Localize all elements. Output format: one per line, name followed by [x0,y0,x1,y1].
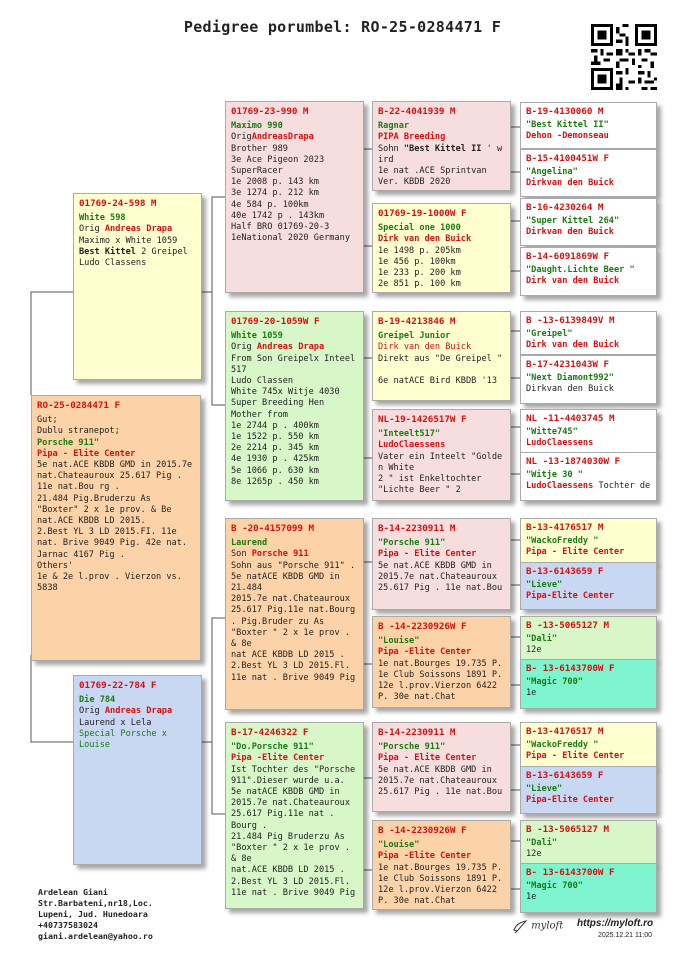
pigeon-name [526,536,651,547]
breeder-name: Dirk van den Buick [526,340,620,351]
info-highlight: Porsche 911" [251,742,314,753]
ring-number: 01769-24-598 M [79,198,157,209]
info-line: 5e 1066 p. 630 km [231,465,319,476]
owner-line [526,384,651,395]
info-line: White 1059 [231,331,283,342]
info-line: Super Breeding Hen [231,398,325,409]
info-highlight: Andreas Drapa [104,224,173,235]
ring-number: B -13-6139849V M [526,315,615,326]
info-line: Pipa - Elite Center [378,753,477,764]
info-highlight: AndreasDrapa [251,132,314,143]
info-line: 2.Best YL 3 LD 2015.FI. 11e nat. Brive 9049 Pig. 42e nat. Jarnac 4167 Pig . [37,527,193,560]
pigeon-name [526,838,651,849]
print-date: 2025.12.21 11:00 [598,932,652,939]
name-text: "Witte745" [526,427,578,438]
info-line: Maximo 990 [231,121,283,132]
name-text: "Magic 700" [526,677,583,688]
ring-number: B-13-6143659 F [526,770,604,781]
info-line: 1e 233 p. 200 km [378,268,461,279]
ancestor-card-5[interactable] [520,311,657,355]
owner-line [526,438,651,449]
info-line: 6e natACE Bird KBDB '13 [378,376,497,387]
ancestor-card-16[interactable] [520,863,657,913]
owner-line [526,688,651,699]
info-line: Ist Tochter des "Porsche 911".Dieser wurde u.a. 5e natACE KBDB GMD in 2015.7e nat.Chateauroux 25.617 Pig.11e nat . Bourg . [231,764,361,831]
info-line: White 745x Witje 4030 [231,387,340,398]
ring-number: B-13-4176517 M [526,522,604,533]
name-text: "Lieve" [526,580,563,591]
info-line: 2e 2214 p. 345 km [231,443,319,454]
info-line: 1e & 2e l.prov . Vierzon vs. 5838 [37,572,188,594]
page-title: Pedigree porumbel: RO-25-0284471 F [183,18,502,36]
name-text: "Super Kittel 264" [526,216,620,227]
great-grandparent-card-2[interactable] [372,203,511,293]
info-text: Son [231,549,252,560]
owner-phone: +40737583024 [38,920,98,930]
ancestor-card-12[interactable] [520,659,657,709]
info-line [231,132,358,143]
ring-number: B -14-2230926W F [378,825,467,836]
ring-number: B-22-4041939 M [378,106,456,117]
info-line: P. 30e nat.Chat [378,896,456,907]
info-line: "Louise" [378,636,420,647]
dam-card[interactable] [73,675,202,865]
info-line: P. 30e nat.Chat [378,692,456,703]
breeder-name: Dirkvan den Buick [526,384,614,395]
ring-number: B -13-5065127 M [526,824,609,835]
info-line: 1e 2744 p . 400km [231,420,319,431]
grandparent-card-1[interactable] [225,101,364,293]
pigeon-name [526,740,651,751]
ancestor-card-14[interactable] [520,766,657,814]
info-line: 1e 2008 p. 143 km [231,177,319,188]
myloft-logo [512,918,563,934]
name-text: "Dali" [526,634,558,645]
info-highlight: 2 Greipel [135,246,188,257]
info-line: Laurend x Lela [79,717,152,728]
grandparent-card-2[interactable] [225,311,364,501]
info-line: "Inteelt517" [378,429,441,440]
ring-number: 01769-23-990 M [231,106,309,117]
info-line: Gut; [37,415,58,426]
info-line [79,706,196,717]
info-line: Vater ein Inteelt "Golde n White [378,451,508,473]
ring-number: 01769-20-1059W F [231,316,320,327]
owner-line [526,547,651,558]
breeder-name: Pipa - Elite Center [526,751,625,762]
name-text: "Daught. [526,265,568,276]
pigeon-name [526,580,651,591]
pigeon-name [526,470,651,481]
info-line [79,247,196,258]
owner-line [526,795,651,806]
owner-city: Lupeni, Jud. Hunedoara [38,909,148,919]
name-text: "Lieve" [526,784,563,795]
ring-number: B-16-4230264 M [526,202,604,213]
ring-number: B-19-4213846 M [378,316,456,327]
info-line: 2e 851 p. 100 km [378,279,461,290]
owner-name: Ardelean Giani [38,887,108,897]
owner-line [526,849,651,860]
info-line: Ludo Classens [79,258,147,269]
ancestor-card-15[interactable] [520,820,657,864]
great-grandparent-card-7[interactable] [372,722,511,812]
info-line: Pipa - Elite Center [378,549,477,560]
grandparent-card-3[interactable] [225,518,364,710]
info-line: 5e nat.ACE KBDB GMD in 2015.7e nat.Chateauroux 25.617 Pig . 11e nat.Bou [378,560,503,594]
info-line: Ludo Classen [231,376,294,387]
info-line: Porsche 911" [37,437,100,448]
great-grandparent-card-3[interactable] [372,311,511,401]
info-line: "Porsche 911" [378,742,446,753]
info-line: Die 784 [79,695,116,706]
info-line: nat.ACE KBDB LD 2015. [37,516,146,527]
info-line: LudoClaessens [378,440,446,451]
owner-line [526,481,651,492]
info-line: 21.484 Pig.Bruderzu As "Boxter" 2 x 1e prov. & Be [37,493,172,515]
pigeon-name [526,881,651,892]
info-line: 1e nat.Bourges 19.735 P. 1e Club Soissons 1891 P. 12e l.prov.Vierzon 6422 [378,862,508,896]
ancestor-card-4[interactable] [520,247,657,296]
pigeon-name [526,265,651,276]
logo-text: myloft [531,920,564,932]
name-text: "Angelina" [526,167,578,178]
info-highlight: Andreas Drapa [104,706,173,717]
qr-code-icon [591,24,657,90]
pigeon-name [526,677,651,688]
info-line: 2 " ist Enkeltochter [378,474,482,485]
info-highlight: "Best Kittel II [403,143,482,154]
info-line: 1eNational 2020 Germany [231,233,350,244]
ancestor-card-13[interactable] [520,722,657,767]
info-line: 3e Ace Pigeon 2023 [231,154,325,165]
owner-line [526,227,651,238]
info-text: Orig [79,224,105,235]
breeder-name: Pipa - Elite Center [526,547,625,558]
info-text: "Do. [231,742,252,753]
info-line: Others' [37,560,74,571]
info-line: Half BRO 01769-20-3 [231,222,330,233]
info-line [378,365,505,376]
ring-number: B-17-4246322 F [231,727,309,738]
name-highlight: Lichte Beer " [567,265,635,276]
info-line: PIPA Breeding [378,132,446,143]
extra-text: Tochter de [593,481,651,492]
ring-number: B-14-6091869W F [526,251,609,262]
great-grandparent-card-1[interactable] [372,101,511,191]
name-text: "Next Diamont992" [526,373,614,384]
ancestor-card-7[interactable] [520,409,657,453]
info-line: 5e natACE KBDB GMD in 21.484 [231,571,345,594]
info-line: Laurend [231,538,268,549]
owner-line [526,645,651,656]
pigeon-name [526,167,651,178]
info-line: Direkt aus "De Greipel " [378,353,503,364]
info-line: 1e 456 p. 100km [378,256,456,267]
info-line: 5e nat.ACE KBDB GMD in 2015.7e nat.Chateauroux 25.617 Pig . 11e nat.Bou rg . [37,460,198,493]
name-text: "Best Kittel II" [526,120,609,131]
info-line: Dublu stranepot; [37,426,120,437]
info-line: 8e 1265p . 450 km [231,476,319,487]
ancestor-card-1[interactable] [520,102,657,149]
info-highlight: Porsche 911 [251,549,309,560]
great-grandparent-card-6[interactable] [372,616,511,708]
ring-number: B- 13-6143700W F [526,867,615,878]
name-text: "WackoFreddy " [526,740,599,751]
breeder-name: Pipa-Elite Center [526,591,614,602]
owner-line [526,591,651,602]
info-line: Dirk van den Buick [378,342,472,353]
ring-number: B- 13-6143700W F [526,663,615,674]
info-text: Best Kittel [79,246,136,257]
great-grandparent-card-4[interactable] [372,409,511,501]
info-line: Dirk van den Buick [378,234,472,245]
info-line: nat.ACE KBDB LD 2015 . 2.Best YL 3 LD 2015.Fl. 11e nat . Brive 9049 Pig [231,865,356,898]
info-text: Orig [231,342,257,353]
grandparent-card-4[interactable] [225,722,364,909]
pigeon-name [526,216,651,227]
info-line: Pipa -Elite Center [231,753,325,764]
info-text: Sohn [378,143,404,154]
info-line: Mother from [231,409,288,420]
breeder-name: 1e [526,688,537,699]
info-line: Brother 989 [231,143,288,154]
info-line: 1e 1522 p. 550 km [231,432,319,443]
info-line [231,342,358,353]
info-line: Greipel Junior [378,331,451,342]
info-line: Maximo x White 1059 [79,235,178,246]
ring-number: B-14-2230911 M [378,727,456,738]
pigeon-name [526,427,651,438]
info-text: Orig [79,706,105,717]
info-line: 5e nat.ACE KBDB GMD in 2015.7e nat.Chateauroux 25.617 Pig . 11e nat.Bou [378,764,503,798]
info-line [378,143,508,166]
info-highlight: Andreas Drapa [256,342,325,353]
info-line: 1e nat .ACE Sprintvan [378,166,487,177]
ring-number: B -13-5065127 M [526,620,609,631]
info-text: Orig [231,132,252,143]
ancestor-card-6[interactable] [520,355,657,404]
ring-number: B-17-4231043W F [526,359,609,370]
info-line: 2015.7e nat.Chateauroux 25.617 Pig.11e nat.Bourg . Pig.Bruder zu As "Boxter " 2 x 1e prov . & 8e [231,594,361,650]
owner-info [38,887,153,942]
owner-street: Str.Barbateni,nr18,Loc. [38,898,153,908]
owner-line [526,178,651,189]
breeder-name: Dirkvan den Buick [526,227,614,238]
pigeon-name [526,634,651,645]
breeder-name: 12e [526,849,542,860]
name-text: "Greipel" [526,329,573,340]
ring-number: NL -11-4403745 M [526,413,615,424]
ring-number: B -20-4157099 M [231,523,314,534]
ancestor-card-8[interactable] [520,452,657,501]
great-grandparent-card-5[interactable] [372,518,511,610]
great-grandparent-card-8[interactable] [372,820,511,910]
owner-line [526,751,651,762]
ancestor-card-2[interactable] [520,149,657,197]
info-line: 1e 1498 p. 205km [378,245,461,256]
info-line: 40e 1742 p . 143km [231,210,325,221]
breeder-name: Dehon -Demonseau [526,131,609,142]
website-link[interactable]: https://myloft.ro [577,918,654,929]
breeder-name: 12e [526,645,542,656]
pigeon-name [526,120,651,131]
info-line: "Louise" [378,840,420,851]
owner-email[interactable]: giani.ardelean@yahoo.ro [38,931,153,941]
name-text: "Dali" [526,838,558,849]
owner-line [526,892,651,903]
name-text: "WackoFreddy " [526,536,599,547]
breeder-name: LudoClaessens [526,481,594,492]
info-line: 4e 584 p. 100km [231,199,309,210]
info-line: White 598 [79,213,126,224]
sire-card[interactable] [73,193,202,380]
ring-number: NL-19-1426517W F [378,414,467,425]
ancestor-card-10[interactable] [520,562,657,610]
ring-number: B-19-4130060 M [526,106,604,117]
info-line: 4e 1930 p . 425km [231,454,319,465]
pigeon-logo-icon [512,918,528,934]
ring-number: B -14-2230926W F [378,621,467,632]
info-line: From Son Greipelx Inteel 517 [231,353,361,375]
info-line: SuperRacer [231,166,283,177]
owner-line [526,340,651,351]
breeder-name: 1e [526,892,537,903]
info-line: Sohn aus "Porsche 911" . [231,560,356,571]
subject-pigeon-card[interactable] [31,395,201,661]
info-line [79,224,196,235]
info-line: 1e nat.Bourges 19.735 P. 1e Club Soissons 1891 P. 12e l.prov.Vierzon 6422 [378,658,508,692]
info-line: Pipa - Elite Center [37,448,136,459]
info-line: 3e 1274 p. 212 km [231,188,319,199]
ring-number: 01769-19-1000W F [378,208,467,219]
info-line: "Porsche 911" [378,538,446,549]
pigeon-name [526,373,651,384]
ancestor-card-9[interactable] [520,518,657,563]
ring-number: B-14-2230911 M [378,523,456,534]
name-text: "Witje 30 " [526,470,583,481]
ring-number: B-13-4176517 M [526,726,604,737]
owner-line [526,276,651,287]
breeder-name: Pipa-Elite Center [526,795,614,806]
info-line: Ragnar [378,121,410,132]
info-line: nat ACE KBDB LD 2015 . 2.Best YL 3 LD 2015.Fl. 11e nat . Brive 9049 Pig [231,650,356,683]
breeder-name: Dirk van den Buick [526,276,620,287]
info-line: Pipa -Elite Center [378,851,472,862]
ring-number: RO-25-0284471 F [37,400,120,411]
owner-line [526,131,651,142]
info-line: "Lichte Beer " 2 [378,485,461,496]
info-line: Pipa -Elite Center [378,647,472,658]
ring-number: B-13-6143659 F [526,566,604,577]
pigeon-name [526,784,651,795]
info-line: Special one 1000 [378,223,461,234]
ring-number: 01769-22-784 F [79,680,157,691]
breeder-name: Dirkvan den Buick [526,178,614,189]
info-line [231,742,358,753]
breeder-name: LudoClaessens [526,438,594,449]
info-text-rest: ' w ird [378,143,508,165]
info-line [231,549,358,560]
ring-number: B-15-4100451W F [526,153,609,164]
info-line: Special Porsche x Louise [79,728,173,751]
info-line: Ver. KBDB 2020 [378,177,451,188]
pigeon-name [526,329,651,340]
name-text: "Magic 700" [526,881,583,892]
ring-number: NL -13-1874030W F [526,456,621,467]
info-line: 21.484 Pig Bruderzu As "Boxter " 2 x 1e prov . & 8e [231,831,356,865]
ancestor-card-11[interactable] [520,616,657,660]
ancestor-card-3[interactable] [520,198,657,246]
